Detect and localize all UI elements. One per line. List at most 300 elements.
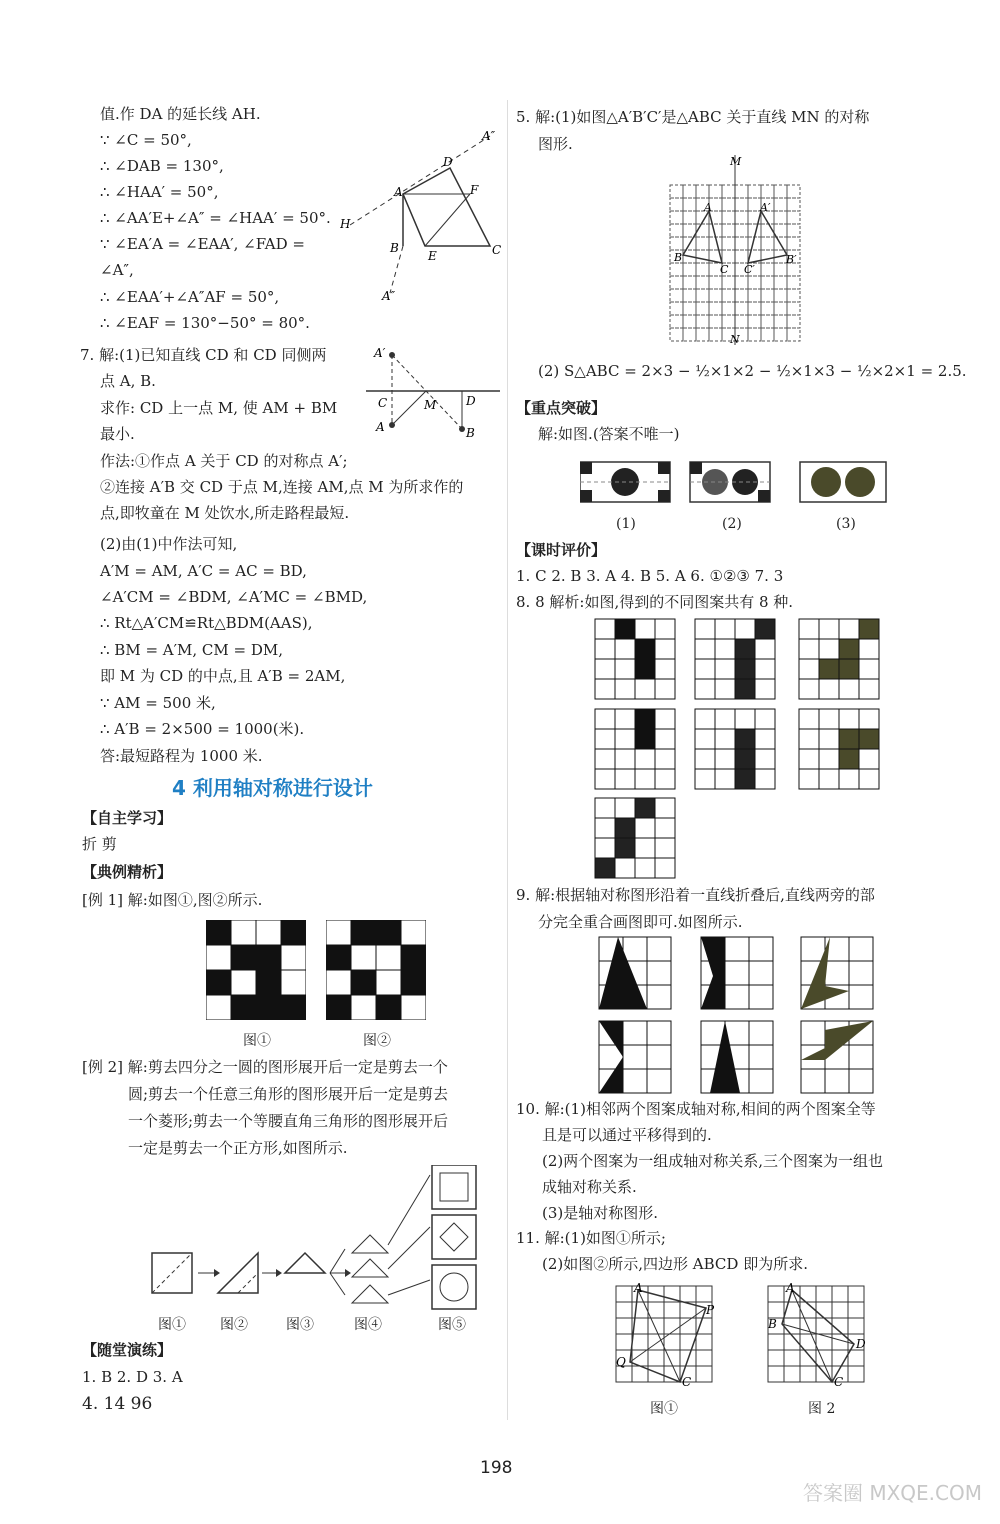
practice-answers-1: 1. B 2. D 3. A: [82, 1368, 183, 1386]
fold-grid-cell: [849, 1069, 873, 1093]
left-line: 点,即牧童在 M 处饮水,所走路程最短.: [100, 504, 350, 522]
grid-cell: [632, 1302, 648, 1318]
pattern-cell: [799, 639, 819, 659]
pattern-cell: [755, 619, 775, 639]
fold-pattern-grid: [800, 1020, 874, 1094]
pattern-cell: [799, 769, 819, 789]
pattern-cell: [819, 769, 839, 789]
fold-grid-cell: [725, 985, 749, 1009]
pattern-cell: [615, 729, 635, 749]
pattern-cell: [715, 709, 735, 729]
pattern-cell: [595, 858, 615, 878]
pattern-cell: [819, 639, 839, 659]
pattern-cell: [735, 709, 755, 729]
grid-cell: [616, 1286, 632, 1302]
pattern-cell: [819, 729, 839, 749]
pattern-cell: [735, 729, 755, 749]
pattern-cell: [615, 619, 635, 639]
pattern-cell: [615, 838, 635, 858]
key-label: (3): [836, 516, 856, 532]
grid-cell: [848, 1302, 864, 1318]
grid-cell: [709, 315, 722, 328]
pattern-cell: [755, 639, 775, 659]
svg-text:A: A: [786, 1282, 795, 1295]
grid-point-label: C: [720, 263, 729, 276]
board-cell: [281, 995, 306, 1020]
pattern-grid: [694, 708, 776, 790]
pattern-cell: [715, 679, 735, 699]
section-title: 4 利用轴对称进行设计: [172, 776, 373, 800]
watermark-text: 答案圈 MXQE.COM: [802, 1481, 982, 1505]
grid-cell: [816, 1302, 832, 1318]
svg-text:A: A: [394, 185, 403, 199]
left-line: 值.作 DA 的延长线 AH.: [100, 105, 261, 123]
pattern-cell: [635, 749, 655, 769]
grid-cell: [648, 1350, 664, 1366]
practice-heading: 【随堂演练】: [82, 1341, 173, 1359]
grid-cell: [722, 237, 735, 250]
fold-pattern-grid: [598, 1020, 672, 1094]
pattern-cell: [655, 838, 675, 858]
grid-cell: [848, 1350, 864, 1366]
fold-grid-cell: [647, 937, 671, 961]
example-2-fig-label: 图③: [286, 1317, 314, 1333]
grid-cell: [800, 1366, 816, 1382]
pattern-cell: [839, 659, 859, 679]
left-line: ∵ ∠EA′A = ∠EAA′, ∠FAD =: [100, 235, 305, 253]
fold-grid-cell: [623, 937, 647, 961]
grid-cell: [748, 185, 761, 198]
example-2-line: 圆;剪去一个任意三角形的图形展开后一定是剪去: [128, 1085, 449, 1103]
board-cell: [326, 995, 351, 1020]
svg-text:P: P: [706, 1303, 715, 1317]
pattern-cell: [695, 619, 715, 639]
question-9-line: 9. 解:根据轴对称图形沿着一直线折叠后,直线两旁的部: [516, 886, 875, 904]
grid-cell: [735, 315, 748, 328]
grid-cell: [616, 1318, 632, 1334]
examples-heading: 【典例精析】: [82, 863, 173, 881]
grid-cell: [696, 302, 709, 315]
fold-grid-cell: [849, 937, 873, 961]
evaluation-heading: 【课时评价】: [516, 541, 607, 559]
grid-cell: [722, 302, 735, 315]
pattern-cell: [695, 639, 715, 659]
grid-cell: [696, 185, 709, 198]
svg-text:B: B: [390, 241, 399, 255]
svg-text:D: D: [856, 1337, 866, 1351]
pattern-cell: [595, 729, 615, 749]
pattern-cell: [615, 798, 635, 818]
grid-cell: [670, 237, 683, 250]
pattern-cell: [655, 709, 675, 729]
left-line: A′M = AM, A′C = AC = BD,: [100, 562, 307, 580]
pattern-cell: [695, 749, 715, 769]
pattern-cell: [615, 769, 635, 789]
grid-cell: [735, 276, 748, 289]
grid-cell: [683, 289, 696, 302]
left-line: ∴ ∠HAA′ = 50°,: [100, 183, 219, 201]
grid-cell: [735, 289, 748, 302]
fold-grid-cell: [623, 1069, 647, 1093]
left-line: (2)由(1)中作法可知,: [100, 535, 238, 553]
board-cell: [351, 920, 376, 945]
fold-grid-cell: [801, 937, 825, 961]
pattern-cell: [735, 619, 755, 639]
fold-grid-cell: [749, 1045, 773, 1069]
svg-text:A: A: [634, 1282, 643, 1295]
grid-cell: [735, 237, 748, 250]
left-line: ∴ ∠DAB = 130°,: [100, 157, 224, 175]
grid-cell: [696, 237, 709, 250]
example-1-fig2-label: 图②: [363, 1033, 391, 1049]
pattern-cell: [859, 679, 879, 699]
pattern-cell: [655, 639, 675, 659]
grid-cell: [696, 263, 709, 276]
pattern-cell: [635, 729, 655, 749]
board-cell: [326, 945, 351, 970]
grid-cell: [761, 328, 774, 341]
checkerboard-figure-2: [326, 920, 426, 1020]
question-10-line: 成轴对称关系.: [542, 1178, 637, 1196]
grid-cell: [670, 224, 683, 237]
pattern-cell: [755, 729, 775, 749]
grid-cell: [787, 315, 800, 328]
fold-grid-cell: [647, 1045, 671, 1069]
left-line: 最小.: [100, 425, 135, 443]
grid-cell: [722, 276, 735, 289]
question-10-line: 且是可以通过平移得到的.: [542, 1126, 712, 1144]
reflection-grid-figure: [668, 155, 808, 345]
pattern-cell: [595, 639, 615, 659]
grid-cell: [774, 315, 787, 328]
grid-cell: [722, 315, 735, 328]
grid-cell: [670, 315, 683, 328]
pattern-cell: [735, 639, 755, 659]
pattern-cell: [615, 679, 635, 699]
key-breakthrough-heading: 【重点突破】: [516, 399, 607, 417]
pattern-cell: [615, 709, 635, 729]
left-line: ∠A′CM = ∠BDM, ∠A′MC = ∠BMD,: [100, 588, 368, 606]
grid-cell: [648, 1318, 664, 1334]
left-line: ∴ Rt△A′CM≌Rt△BDM(AAS),: [100, 614, 313, 632]
grid-cell: [632, 1334, 648, 1350]
pattern-cell: [655, 679, 675, 699]
grid-cell: [683, 263, 696, 276]
pattern-cell: [839, 679, 859, 699]
left-line: ∴ ∠AA′E+∠A″ = ∠HAA′ = 50°.: [100, 209, 331, 227]
board-cell: [351, 945, 376, 970]
pattern-cell: [839, 749, 859, 769]
pattern-cell: [615, 659, 635, 679]
pattern-cell: [595, 619, 615, 639]
fold-pattern-grid: [800, 936, 874, 1010]
pattern-cell: [595, 749, 615, 769]
question-10-line: 10. 解:(1)相邻两个图案成轴对称,相间的两个图案全等: [516, 1100, 876, 1118]
fold-pattern-grid: [700, 1020, 774, 1094]
grid-cell: [848, 1318, 864, 1334]
pattern-cell: [695, 769, 715, 789]
question-10-line: (3)是轴对称图形.: [542, 1204, 659, 1222]
left-line: 即 M 为 CD 的中点,且 A′B = 2AM,: [100, 667, 346, 685]
grid-cell: [722, 224, 735, 237]
grid-cell: [696, 328, 709, 341]
grid-cell: [709, 302, 722, 315]
pattern-cell: [799, 679, 819, 699]
pattern-cell: [635, 838, 655, 858]
board-cell: [206, 995, 231, 1020]
board-cell: [231, 970, 256, 995]
left-line: 作法:①作点 A 关于 CD 的对称点 A′;: [100, 452, 348, 470]
grid-cell: [761, 302, 774, 315]
grid-cell: [735, 224, 748, 237]
question-9-line: 分完全重合画图即可.如图所示.: [538, 913, 743, 931]
pattern-cell: [715, 729, 735, 749]
example-2-line: [例 2] 解:剪去四分之一圆的图形展开后一定是剪去一个: [82, 1058, 448, 1076]
grid-point-label: M: [730, 155, 742, 168]
fold-grid-cell: [801, 1021, 825, 1045]
grid-cell: [696, 1366, 712, 1382]
fold-grid-cell: [749, 1069, 773, 1093]
svg-text:E: E: [428, 249, 437, 263]
grid-cell: [816, 1318, 832, 1334]
grid-cell: [616, 1334, 632, 1350]
fold-grid-cell: [825, 961, 849, 985]
grid-cell: [683, 315, 696, 328]
grid-cell: [709, 328, 722, 341]
pattern-cell: [755, 709, 775, 729]
pattern-cell: [595, 818, 615, 838]
question-8-text: 8. 8 解析:如图,得到的不同图案共有 8 种.: [516, 593, 794, 611]
pattern-cell: [635, 798, 655, 818]
question-10-line: (2)两个图案为一组成轴对称关系,三个图案为一组也: [542, 1152, 884, 1170]
pattern-cell: [859, 729, 879, 749]
left-line: ∠A″,: [100, 261, 134, 279]
pattern-cell: [799, 729, 819, 749]
grid-cell: [787, 198, 800, 211]
grid-cell: [768, 1366, 784, 1382]
evaluation-answers: 1. C 2. B 3. A 4. B 5. A 6. ①②③ 7. 3: [516, 567, 784, 585]
pattern-cell: [615, 858, 635, 878]
fold-grid-cell: [849, 985, 873, 1009]
grid-cell: [761, 185, 774, 198]
board-cell: [256, 995, 281, 1020]
pattern-cell: [839, 619, 859, 639]
grid-cell: [768, 1334, 784, 1350]
grid-cell: [680, 1286, 696, 1302]
pattern-cell: [755, 769, 775, 789]
pattern-cell: [819, 619, 839, 639]
grid-cell: [735, 250, 748, 263]
grid-cell: [774, 185, 787, 198]
pattern-cell: [755, 659, 775, 679]
grid-cell: [709, 289, 722, 302]
grid-point-label: A′: [760, 201, 771, 214]
pattern-cell: [755, 749, 775, 769]
fold-pattern-grid: [700, 936, 774, 1010]
grid-cell: [748, 289, 761, 302]
pattern-cell: [615, 818, 635, 838]
board-cell: [256, 920, 281, 945]
pattern-cell: [715, 749, 735, 769]
board-cell: [376, 920, 401, 945]
grid-cell: [735, 185, 748, 198]
self-study-answer: 折 剪: [82, 835, 117, 853]
grid-point-label: B′: [786, 253, 797, 266]
grid-cell: [774, 328, 787, 341]
question-5-line: 图形.: [538, 135, 573, 153]
left-line: 7. 解:(1)已知直线 CD 和 CD 同侧两: [80, 346, 327, 364]
svg-text:A″: A″: [382, 289, 396, 303]
board-cell: [256, 945, 281, 970]
pattern-cell: [635, 769, 655, 789]
grid-cell: [784, 1350, 800, 1366]
left-line: ∴ BM = A′M, CM = DM,: [100, 641, 284, 659]
pattern-cell: [715, 639, 735, 659]
grid-cell: [735, 198, 748, 211]
example-2-line: 一个菱形;剪去一个等腰直角三角形的图形展开后: [128, 1112, 449, 1130]
grid-cell: [761, 263, 774, 276]
board-cell: [401, 945, 426, 970]
pattern-grid: [594, 618, 676, 700]
grid-cell: [787, 276, 800, 289]
svg-text:A″: A″: [482, 129, 496, 143]
key-label: (2): [722, 516, 742, 532]
grid-point-label: A: [704, 201, 712, 214]
left-line: ∵ ∠C = 50°,: [100, 131, 192, 149]
pattern-cell: [839, 639, 859, 659]
pattern-cell: [839, 769, 859, 789]
pattern-cell: [635, 709, 655, 729]
pattern-cell: [735, 679, 755, 699]
left-line: ②连接 A′B 交 CD 于点 M,连接 AM,点 M 为所求作的: [100, 478, 464, 496]
grid-cell: [787, 328, 800, 341]
pattern-cell: [595, 769, 615, 789]
svg-text:C: C: [682, 1375, 692, 1389]
grid-cell: [709, 185, 722, 198]
board-cell: [281, 970, 306, 995]
pattern-cell: [635, 659, 655, 679]
svg-text:M: M: [424, 398, 437, 412]
pattern-cell: [655, 749, 675, 769]
board-cell: [401, 920, 426, 945]
grid-cell: [848, 1286, 864, 1302]
grid-cell: [787, 237, 800, 250]
left-line: 答:最短路程为 1000 米.: [100, 747, 263, 765]
grid-cell: [768, 1350, 784, 1366]
pattern-grid: [798, 618, 880, 700]
watermark: [803, 1477, 982, 1506]
pattern-cell: [715, 619, 735, 639]
grid-cell: [683, 198, 696, 211]
grid-cell: [748, 328, 761, 341]
fold-pattern-grid: [598, 936, 672, 1010]
svg-text:Q: Q: [616, 1355, 626, 1369]
board-cell: [231, 945, 256, 970]
grid-cell: [800, 1350, 816, 1366]
fold-grid-cell: [825, 1069, 849, 1093]
pattern-cell: [859, 709, 879, 729]
fold-grid-cell: [801, 1069, 825, 1093]
board-cell: [401, 970, 426, 995]
fold-grid-cell: [623, 1021, 647, 1045]
svg-text:B: B: [768, 1317, 777, 1331]
pattern-cell: [799, 619, 819, 639]
fold-grid-cell: [749, 985, 773, 1009]
grid-cell: [670, 198, 683, 211]
question-11-fig-label: 图 2: [808, 1401, 836, 1417]
self-study-heading: 【自主学习】: [82, 809, 173, 827]
paper-folding-figure: [140, 1165, 500, 1315]
left-line: 点 A, B.: [100, 372, 156, 390]
grid-cell: [735, 211, 748, 224]
pattern-cell: [859, 769, 879, 789]
grid-cell: [761, 250, 774, 263]
pattern-cell: [655, 729, 675, 749]
board-cell: [231, 995, 256, 1020]
grid-cell: [722, 185, 735, 198]
pattern-cell: [819, 659, 839, 679]
grid-cell: [670, 328, 683, 341]
pattern-cell: [715, 659, 735, 679]
svg-text:C: C: [492, 243, 502, 257]
grid-cell: [670, 289, 683, 302]
grid-cell: [683, 185, 696, 198]
pattern-cell: [695, 729, 715, 749]
fold-grid-cell: [749, 1021, 773, 1045]
grid-point-label: C′: [744, 263, 755, 276]
example-2-fig-label: 图②: [220, 1317, 248, 1333]
left-line: ∴ A′B = 2×500 = 1000(米).: [100, 720, 305, 738]
fold-grid-cell: [647, 1069, 671, 1093]
practice-answers-2: 4. 14 96: [82, 1394, 153, 1414]
svg-text:H: H: [340, 217, 351, 231]
key-label: (1): [616, 516, 636, 532]
pattern-cell: [819, 749, 839, 769]
svg-text:C: C: [834, 1375, 844, 1389]
question-11-figure-1: [610, 1282, 720, 1392]
fold-grid-cell: [849, 1045, 873, 1069]
grid-cell: [748, 276, 761, 289]
grid-cell: [787, 224, 800, 237]
question-11-fig-label: 图①: [650, 1401, 678, 1417]
fold-grid-cell: [849, 961, 873, 985]
pattern-cell: [655, 798, 675, 818]
svg-text:B: B: [466, 426, 475, 440]
grid-cell: [722, 198, 735, 211]
left-line: ∴ ∠EAF = 130°−50° = 80°.: [100, 314, 310, 332]
pattern-grid: [798, 708, 880, 790]
pattern-grid: [594, 797, 676, 879]
board-cell: [206, 970, 231, 995]
pattern-cell: [799, 749, 819, 769]
pattern-cell: [655, 818, 675, 838]
svg-text:C: C: [378, 396, 388, 410]
pattern-cell: [695, 709, 715, 729]
pattern-cell: [859, 659, 879, 679]
question-5-area: (2) S△ABC = 2×3 − ½×1×2 − ½×1×3 − ½×2×1 = 2.5.: [538, 362, 967, 380]
pattern-cell: [655, 769, 675, 789]
pattern-cell: [859, 749, 879, 769]
shortest-path-figure: [366, 345, 506, 445]
pattern-cell: [799, 709, 819, 729]
pattern-cell: [595, 838, 615, 858]
left-line: ∵ AM = 500 米,: [100, 694, 216, 712]
grid-cell: [696, 289, 709, 302]
pattern-cell: [695, 679, 715, 699]
question-11-line: 11. 解:(1)如图①所示;: [516, 1229, 666, 1247]
example-1-text: [例 1] 解:如图①,图②所示.: [82, 891, 263, 909]
pattern-cell: [595, 659, 615, 679]
